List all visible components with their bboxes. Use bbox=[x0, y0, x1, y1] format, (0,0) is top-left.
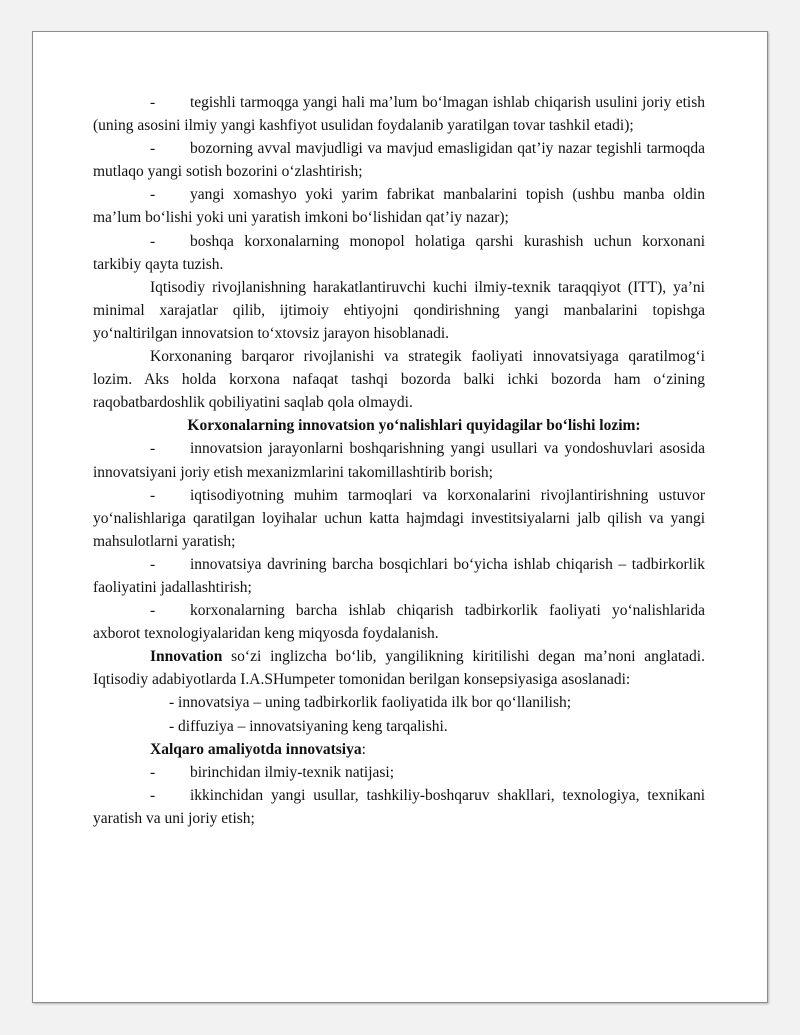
page-content bbox=[93, 91, 705, 830]
bullet-item: - boshqa korxonalarning monopol holatiga qarshi kurashish uchun korxonani tarkibiy qayta tuzish. bbox=[93, 230, 705, 276]
bullet-item: - tegishli tarmoqga yangi hali ma’lum bo‘lmagan ishlab chiqarish usulini joriy etish (uning asosini ilmiy yangi kashfiyot usulidan foydalanib yaratilgan tovar tashkil etadi); bbox=[93, 91, 705, 137]
sub-list-item: - diffuziya – innovatsiyaning keng tarqalishi. bbox=[169, 717, 448, 735]
bullet-item: - ikkinchidan yangi usullar, tashkiliy-boshqaruv shakllari, texnologiya, texnikani yaratish va uni joriy etish; bbox=[93, 784, 705, 830]
bullet-item: - bozorning avval mavjudligi va mavjud emasligidan qat’iy nazar tegishli tarmoqda mutlaqo yangi sotish bozorini o‘zlashtirish; bbox=[93, 137, 705, 183]
body-paragraph: Iqtisodiy rivojlanishning harakatlantiruvchi kuchi ilmiy-texnik taraqqiyot (ITT), ya’ni minimal xarajatlar qilib, ijtimoiy ehtiyojni qondirishning yangi manbalarini topishga yo‘naltirilgan innovatsion to‘xtovsiz jarayon hisoblanadi. bbox=[93, 278, 705, 342]
section-heading: Korxonalarning innovatsion yo‘nalishlari quyidagilar bo‘lishi lozim: bbox=[187, 417, 641, 435]
bullet-item: - iqtisodiyotning muhim tarmoqlari va korxonalarini rivojlantirishning ustuvor yo‘nalishlariga qaratilgan loyihalar uchun katta hajmdagi investitsiyalarni jalb qilish va yangi mahsulotlarni yaratish; bbox=[93, 484, 705, 553]
bullet-item: - birinchidan ilmiy-texnik natijasi; bbox=[93, 761, 705, 784]
bullet-item: - innovatsion jarayonlarni boshqarishning yangi usullari va yondoshuvlari asosida innovatsiyani joriy etish mexanizmlarini takomillashtirib borish; bbox=[93, 437, 705, 483]
bullet-item: - korxonalarning barcha ishlab chiqarish tadbirkorlik faoliyati yo‘nalishlarida axborot texnologiyalaridan keng miqyosda foydalanish. bbox=[93, 599, 705, 645]
bullet-item: - yangi xomashyo yoki yarim fabrikat manbalarini topish (ushbu manba oldin ma’lum bo‘lishi yoki uni yaratish imkoni bo‘lishidan qat’iy nazar); bbox=[93, 183, 705, 229]
bullet-item: - innovatsiya davrining barcha bosqichlari bo‘yicha ishlab chiqarish – tadbirkorlik faoliyatini jadallashtirish; bbox=[93, 553, 705, 599]
bold-term: Xalqaro amaliyotda innovatsiya bbox=[150, 740, 362, 758]
body-paragraph: Xalqaro amaliyotda innovatsiya: bbox=[150, 740, 366, 758]
bold-term: Innovation bbox=[150, 648, 223, 666]
sub-list-item: - innovatsiya – uning tadbirkorlik faoliyatida ilk bor qo‘llanilish; bbox=[169, 694, 572, 712]
body-paragraph: Korxonaning barqaror rivojlanishi va strategik faoliyati innovatsiyaga qaratilmog‘i lozim. Aks holda korxona nafaqat tashqi bozorda balki ichki bozorda ham o‘zining raqobatbardoshlik qobiliyatini saqlab qola olmaydi. bbox=[93, 348, 705, 412]
body-paragraph: Innovation so‘zi inglizcha bo‘lib, yangilikning kiritilishi degan ma’noni anglatadi. Iqtisodiy adabiyotlarda I.A.SHumpeter tomonidan berilgan konsepsiyasiga asoslanadi: bbox=[93, 648, 705, 689]
document-page bbox=[32, 31, 768, 1003]
